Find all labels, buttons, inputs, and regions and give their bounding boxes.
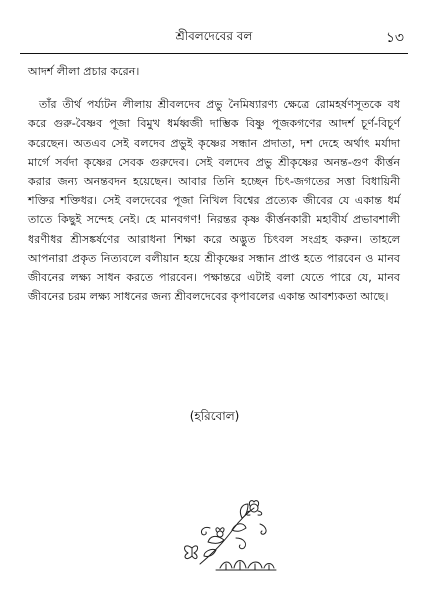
paragraph-1: আদর্শ লীলা প্রচার করেন। <box>28 65 140 78</box>
page-number: ১৩ <box>385 30 404 46</box>
floral-ornament-icon <box>180 498 278 572</box>
body-text <box>28 62 400 306</box>
paragraph-gap <box>28 81 400 95</box>
running-title: শ্রীবলদেবের বল <box>175 29 253 43</box>
header-rule <box>20 53 408 54</box>
closing-text: (হরিবোল) <box>189 409 240 423</box>
page-header <box>20 24 408 46</box>
paragraph-2: তাঁর তীর্থ পর্য্যটন লীলায় শ্রীবলদেব প্রভু নৈমিষ্যারণ্য ক্ষেত্রে রোমহর্ষণসূতকে বধ করে গুরু-বৈষ্ণব পূজা বিমুখ ধর্মধ্বজী দাম্ভিক বিষ্ণু পূজকগণের আদর্শ চূর্ণ-বিচূর্ণ করেছেন। অতএব সেই বলদেব প্রভুই কৃষ্ণের সন্ধান প্রদাতা, দশ দেহে অর্থাৎ মর্যাদা মার্গে সর্বদা কৃষ্ণের সেবক গুরুদেব। সেই বলদেব প্রভু শ্রীকৃষ্ণের অনন্ত-গুণ কীর্ত্তন করার জন্য অনন্তবদন হয়েছেন। আবার তিনি হচ্ছেন চিৎ-জগতের সত্তা বিধায়িনী শক্তির শক্তিধর। সেই বলদেবের পূজা নিখিল বিশ্বের প্রত্যেক জীবের যে একান্ত ধর্ম তাতে কিছুই সন্দেহ নেই। হে মানবগণ! নিরন্তর কৃষ্ণ কীর্ত্তনকারী মহাবীর্য প্রভাবশালী ধরণীধর শ্রীসঙ্কর্ষণের আরাধনা শিক্ষা করে অদ্ভুত চিৎবল সংগ্রহ করুন। তাহলে আপনারা প্রকৃত নিত্যবলে বলীয়ান হয়ে শ্রীকৃষ্ণের সন্ধান প্রাপ্ত হতে পারবেন ও মানব জীবনের লক্ষ্য সাধন করতে পারবেন। পক্ষান্তরে এটাই বলা যেতে পারে যে, মানব জীবনের চরম লক্ষ্য সাধনের জন্য শ্রীবলদেবের কৃপাবলের একান্ত আবশ্যকতা আছে। <box>28 98 400 304</box>
